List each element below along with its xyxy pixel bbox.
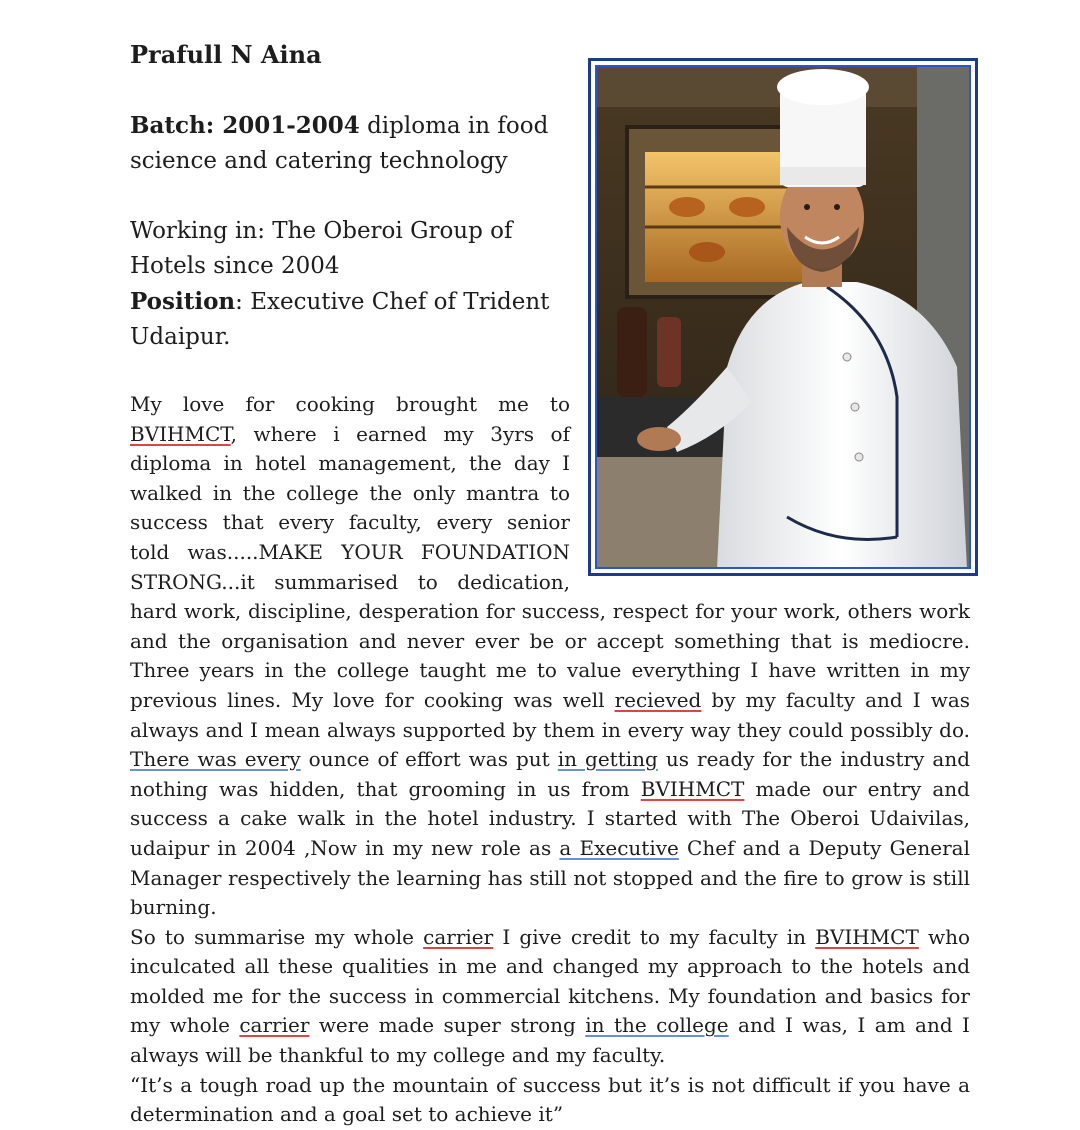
- story-text: carrier: [423, 924, 494, 949]
- story-text: I give credit to my faculty in: [493, 924, 816, 949]
- alumni-story: [130, 390, 970, 1130]
- working-text: The Oberoi Group of Hotels since 2004: [130, 218, 513, 279]
- working-line: [130, 214, 580, 284]
- story-text: were made super strong: [309, 1013, 586, 1038]
- story-text: My love for cooking brought me to: [130, 392, 570, 416]
- story-text: BVIHMCT: [815, 924, 919, 949]
- story-paragraph-2: [130, 923, 970, 1071]
- story-text: us ready for the industry and nothing was hidden, that grooming in us from: [130, 747, 971, 801]
- story-text: BVIHMCT: [640, 776, 745, 801]
- person-name: Prafull N Aina: [130, 40, 322, 69]
- story-text: and I was, I am and I always will be thankful to my college and my faculty.: [130, 1013, 970, 1068]
- story-text: made our entry and success a cake walk in the hotel industry. I started with The Oberoi Udaivilas, udaipur in 2004 ,Now in my new role as: [130, 776, 970, 860]
- position-line: [130, 284, 580, 355]
- photo-wrap-spacer: [570, 390, 970, 580]
- position-text: : Executive Chef of Trident Udaipur.: [130, 289, 550, 350]
- story-text: by my faculty and I was always and I mean always supported by them in every way they could possibly do.: [130, 687, 971, 742]
- batch-text: diploma in food science and catering technology: [130, 113, 549, 174]
- story-text: BVIHMCT: [130, 421, 231, 446]
- story-text: carrier: [239, 1013, 310, 1038]
- story-text: a Executive: [559, 835, 679, 860]
- profile-summary: [130, 108, 580, 355]
- story-text: recieved: [614, 687, 702, 712]
- batch-line: [130, 108, 580, 179]
- batch-label: Batch: 2001-2004: [130, 112, 360, 139]
- story-text: in getting: [557, 747, 658, 772]
- closing-quote: “It’s a tough road up the mountain of success but it’s is not difficult if you have a determination and a goal set to achieve it”: [130, 1072, 970, 1127]
- working-label: Working in:: [130, 218, 265, 244]
- story-text: Chef and a Deputy General Manager respectively the learning has still not stopped and the fire to grow is still burning.: [130, 835, 970, 920]
- story-text: , where i earned my 3yrs of diploma in hotel management, the day I walked in the college the only mantra to success that every faculty, every senior told was.....MAKE YOUR FOUNDATION STRONG...it summarised to dedication, hard work, discipline, desperation for success, respect for your work, others work and the organisation and never ever be or accept something that is mediocre. Three years in the college taught me to value everything I have written in my previous lines. My love for cooking was well: [130, 421, 970, 712]
- position-label: Position: [130, 288, 236, 315]
- story-text: So to summarise my whole: [130, 924, 424, 949]
- story-text: in the college: [585, 1013, 729, 1038]
- story-text: who inculcated all these qualities in me and changed my approach to the hotels and molded me for the success in commercial kitchens. My foundation and basics for my whole: [130, 924, 970, 1038]
- story-text: ounce of effort was put: [300, 747, 558, 772]
- story-text: There was every: [130, 747, 301, 772]
